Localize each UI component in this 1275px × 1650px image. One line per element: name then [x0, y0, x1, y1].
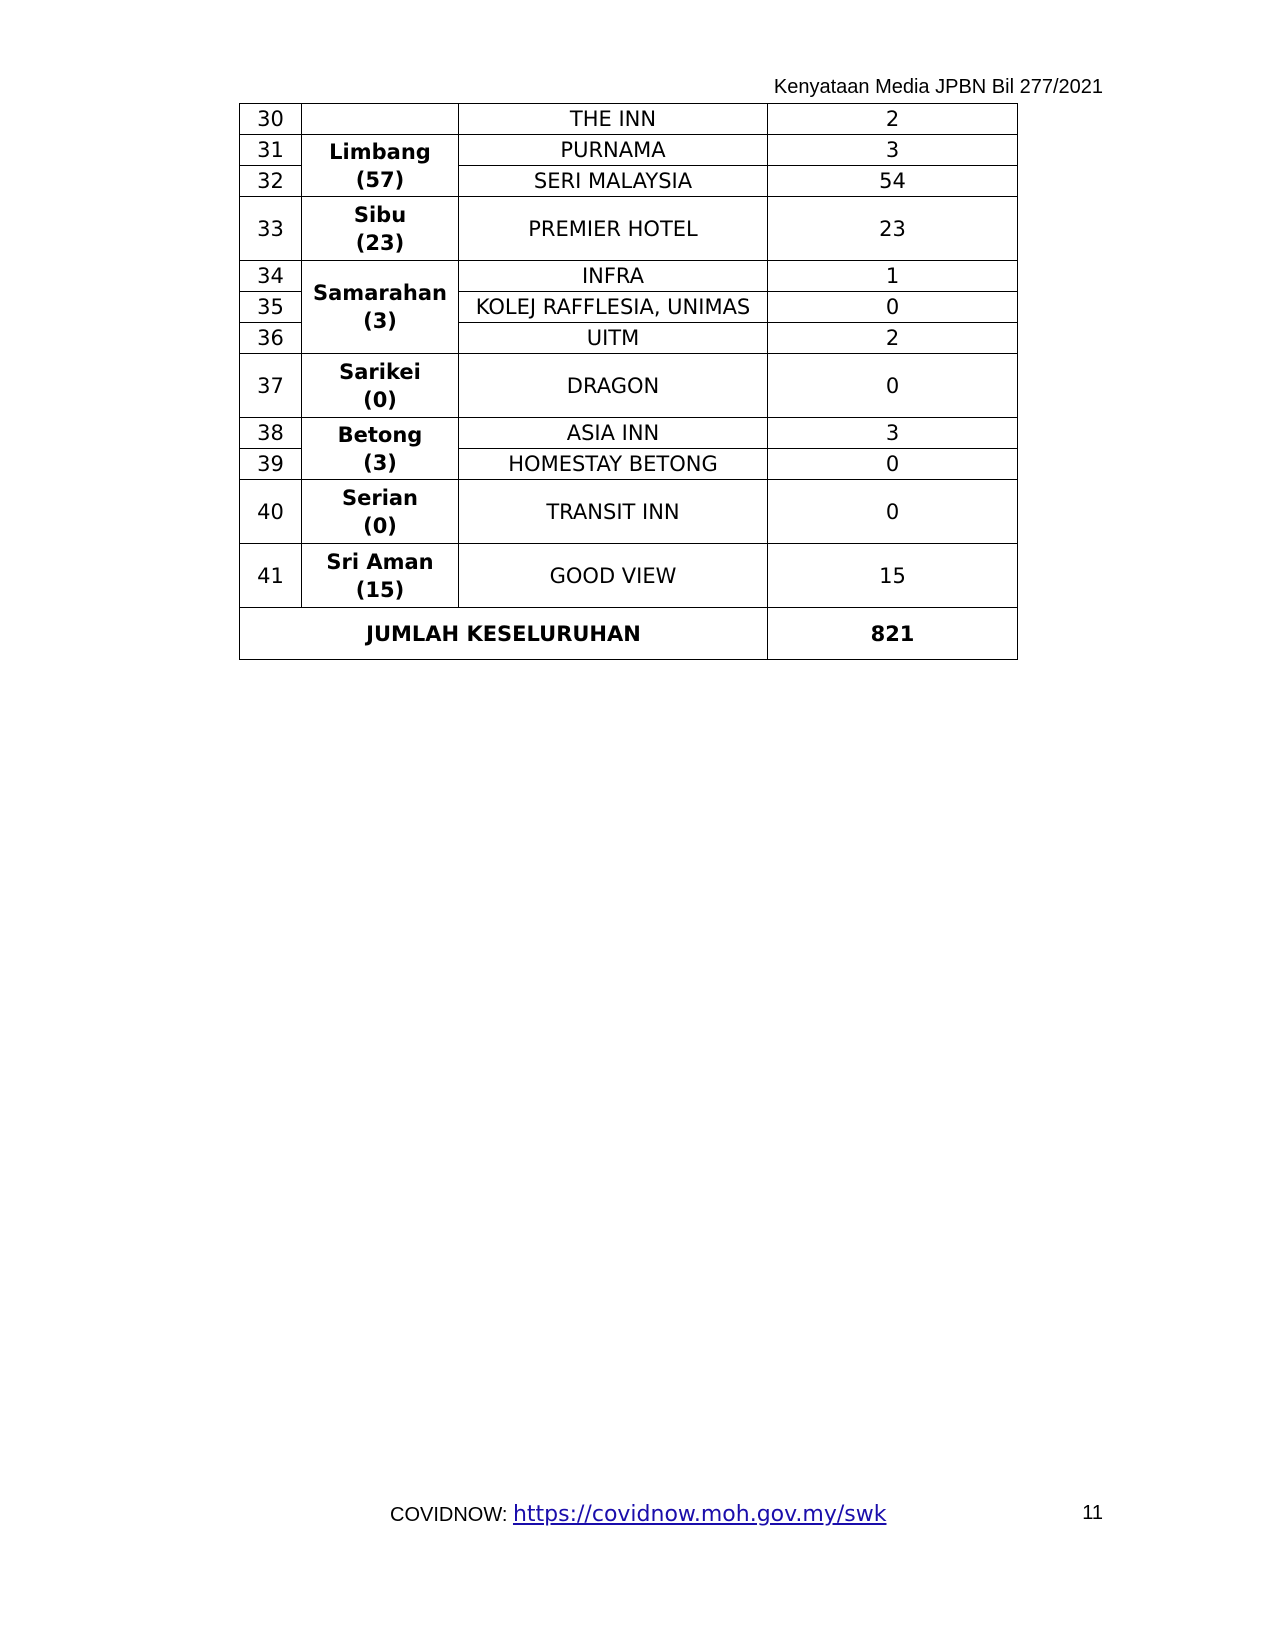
case-count: 0: [768, 449, 1018, 480]
row-number: 30: [240, 104, 302, 135]
row-number: 41: [240, 544, 302, 608]
row-number: 32: [240, 166, 302, 197]
case-count: 23: [768, 197, 1018, 261]
row-number: 34: [240, 261, 302, 292]
table-row: [240, 135, 1018, 166]
covidnow-link[interactable]: https://covidnow.moh.gov.my/swk: [512, 1502, 887, 1527]
district-name: Samarahan: [313, 281, 447, 305]
table-row: [240, 261, 1018, 292]
hotel-name: GOOD VIEW: [459, 544, 768, 608]
total-row: [240, 608, 1018, 660]
district-name: Sri Aman: [326, 549, 434, 574]
district-name: Limbang: [329, 139, 431, 164]
hotel-name: PREMIER HOTEL: [459, 197, 768, 261]
district-name: Sibu: [353, 202, 407, 227]
district-cell: [302, 544, 459, 608]
footer: [390, 1502, 886, 1527]
case-count: 0: [768, 292, 1018, 323]
case-count: 3: [768, 135, 1018, 166]
case-count: 54: [768, 166, 1018, 197]
hotel-name: TRANSIT INN: [459, 480, 768, 544]
district-cell: [302, 261, 459, 354]
table-row: [240, 104, 1018, 135]
district-total: (57): [355, 167, 405, 192]
row-number: 31: [240, 135, 302, 166]
case-count: 2: [768, 323, 1018, 354]
district-total: (0): [363, 513, 397, 538]
hotel-name: INFRA: [459, 261, 768, 292]
footer-label: COVIDNOW:: [390, 1504, 508, 1526]
district-total: (3): [363, 309, 397, 333]
case-count: 0: [768, 354, 1018, 418]
row-number: 36: [240, 323, 302, 354]
case-count: 0: [768, 480, 1018, 544]
table-row: [240, 544, 1018, 608]
row-number: 35: [240, 292, 302, 323]
total-label: JUMLAH KESELURUHAN: [240, 608, 768, 660]
total-value: 821: [768, 608, 1018, 660]
district-cell: [302, 354, 459, 418]
quarantine-hotel-table: [239, 103, 1018, 660]
table-row: [240, 418, 1018, 449]
hotel-name: KOLEJ RAFFLESIA, UNIMAS: [459, 292, 768, 323]
district-cell: [302, 135, 459, 197]
hotel-name: HOMESTAY BETONG: [459, 449, 768, 480]
row-number: 33: [240, 197, 302, 261]
table-row: [240, 480, 1018, 544]
row-number: 37: [240, 354, 302, 418]
table-row: [240, 354, 1018, 418]
district-cell: [302, 197, 459, 261]
row-number: 38: [240, 418, 302, 449]
page-number: 11: [1082, 1502, 1103, 1524]
hotel-name: ASIA INN: [459, 418, 768, 449]
case-count: 15: [768, 544, 1018, 608]
hotel-name: SERI MALAYSIA: [459, 166, 768, 197]
district-total: (3): [363, 450, 397, 475]
district-cell: [302, 418, 459, 480]
hotel-name: DRAGON: [459, 354, 768, 418]
hotel-name: THE INN: [459, 104, 768, 135]
document-header: Kenyataan Media JPBN Bil 277/2021: [773, 76, 1103, 98]
district-total: (23): [355, 230, 405, 255]
district-cell-empty: [302, 104, 459, 135]
district-name: Betong: [337, 422, 423, 447]
district-total: (0): [363, 387, 397, 412]
case-count: 2: [768, 104, 1018, 135]
row-number: 40: [240, 480, 302, 544]
district-cell: [302, 480, 459, 544]
case-count: 1: [768, 261, 1018, 292]
district-name: Serian: [341, 485, 419, 510]
hotel-name: PURNAMA: [459, 135, 768, 166]
case-count: 3: [768, 418, 1018, 449]
district-total: (15): [355, 577, 405, 602]
table-row: [240, 197, 1018, 261]
district-name: Sarikei: [339, 359, 421, 384]
row-number: 39: [240, 449, 302, 480]
hotel-name: UITM: [459, 323, 768, 354]
